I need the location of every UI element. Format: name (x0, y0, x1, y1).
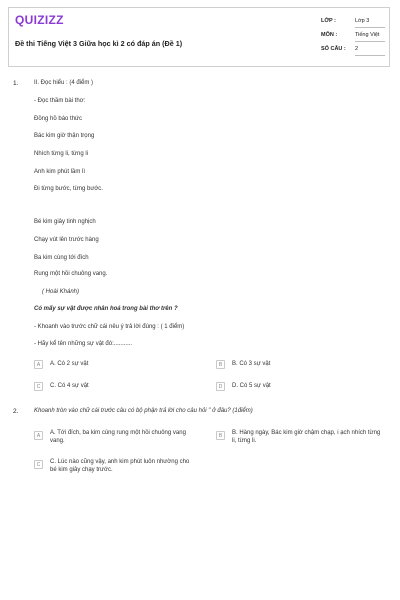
option-letter-box: B (216, 431, 225, 440)
meta-class-label: LỚP : (321, 18, 336, 24)
quizizz-logo: QUIZIZZ (15, 13, 64, 27)
worksheet-title: Đề thi Tiếng Việt 3 Giữa học kì 2 có đáp án (Đề 1) (15, 39, 183, 48)
meta-count-value: 2 (355, 46, 385, 56)
answer-option-a[interactable] (34, 429, 190, 445)
poem-title: Đồng hồ báo thức (34, 116, 83, 122)
instruction-line: - Hãy kể tên những sự vật đó:........... (34, 341, 133, 347)
poem-line: Bác kim giờ thận trọng (34, 133, 95, 139)
option-letter-box: C (34, 460, 43, 469)
poem-line: Nhích từng li, từng li (34, 151, 89, 157)
poem-line: Bé kim giây tinh nghịch (34, 219, 96, 225)
meta-count-label: SỐ CÂU : (321, 46, 346, 52)
option-letter-box: B (216, 360, 225, 369)
option-letter-box: D (216, 382, 225, 391)
option-text: C. Có 4 sự vật (50, 383, 89, 389)
answer-option-b[interactable] (216, 429, 382, 445)
answer-option-c[interactable] (34, 458, 190, 474)
question-number: 1. (13, 80, 19, 87)
option-text: C. Lúc nào cũng vậy, anh kim phút luôn nhường cho bé kim giây chạy trước. (50, 459, 190, 473)
meta-subject-label: MÔN : (321, 32, 338, 38)
instruction-line: - Khoanh vào trước chữ cái nêu ý trả lời đúng : ( 1 điểm) (34, 324, 185, 330)
question-number: 2. (13, 408, 19, 415)
poem-author: ( Hoài Khánh) (42, 289, 80, 295)
option-letter-box: C (34, 382, 43, 391)
poem-line: Đi từng bước, từng bước. (34, 186, 103, 192)
section-heading: II. Đọc hiểu : (4 điểm ) (34, 80, 94, 86)
instruction-line: - Đọc thầm bài thơ: (34, 98, 86, 104)
answer-option-b[interactable] (216, 360, 270, 369)
answer-option-d[interactable] (216, 382, 271, 391)
question-prompt: Có mấy sự vật được nhân hoá trong bài thơ trên ? (34, 306, 178, 312)
option-letter-box: A (34, 360, 43, 369)
option-text: A. Có 2 sự vật (50, 361, 89, 367)
option-text: A. Tới đích, ba kim cùng rung một hồi chuông vang vang. (50, 430, 186, 444)
option-letter-box: A (34, 431, 43, 440)
option-text: B. Hàng ngày, Bác kim giờ chậm chạp, i ạch nhích từng li, từng li. (232, 430, 381, 444)
answer-option-c[interactable] (34, 382, 89, 391)
poem-line: Chạy vút lên trước hàng (34, 237, 99, 243)
question-prompt: Khoanh tròn vào chữ cái trước câu có bộ phận trả lời cho câu hỏi " ở đâu? (1điểm) (34, 408, 253, 414)
poem-line: Anh kim phút lầm lì (34, 169, 86, 175)
option-text: D. Có 5 sự vật (232, 383, 271, 389)
option-text: B. Có 3 sự vật (232, 361, 271, 367)
answer-option-a[interactable] (34, 360, 88, 369)
poem-line: Rung một hồi chuông vang. (34, 271, 108, 277)
poem-line: Ba kim cùng tới đích (34, 255, 89, 261)
meta-subject-value: Tiếng Việt (355, 32, 385, 42)
meta-class-value: Lớp 3 (355, 18, 385, 28)
